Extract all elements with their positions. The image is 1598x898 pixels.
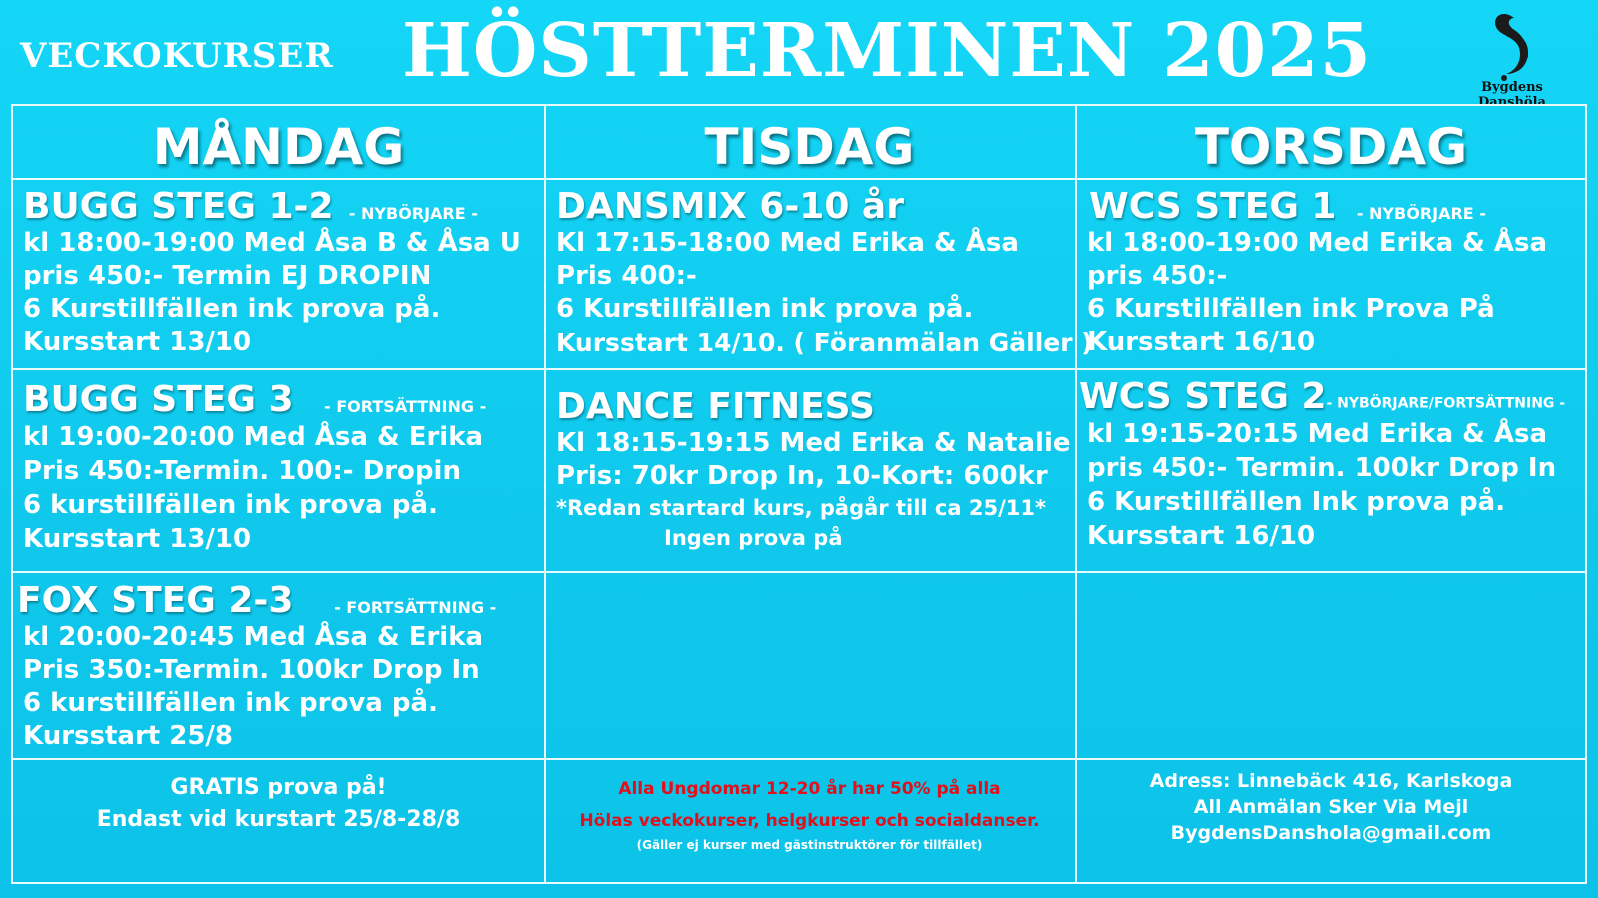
footer-note: (Gäller ej kurser med gästinstruktörer för tillfället) xyxy=(636,838,983,852)
day-header-thursday: TORSDAG xyxy=(1194,118,1468,176)
row-divider xyxy=(13,368,1585,370)
course-line: kl 18:00-19:00 Med Åsa B & Åsa U xyxy=(23,228,521,258)
course-line: Kursstart 16/10 xyxy=(1087,327,1316,357)
course-level-tag: - FORTSÄTTNING - xyxy=(334,598,497,617)
column-divider xyxy=(544,106,546,882)
course-note: *Redan startard kurs, pågår till ca 25/11* xyxy=(556,496,1046,520)
course-cell-wcs-steg-1 xyxy=(1087,186,1587,359)
footer-line: Hölas veckokurser, helgkurser och socialdanser. xyxy=(579,811,1040,831)
course-level-tag: - FORTSÄTTNING - xyxy=(324,397,487,416)
course-line: pris 450:- xyxy=(1087,261,1228,291)
footer-line: All Anmälan Sker Via Mejl xyxy=(1193,796,1469,818)
course-line: kl 18:00-19:00 Med Erika & Åsa xyxy=(1087,228,1548,258)
footer-line: GRATIS prova på! xyxy=(170,775,387,800)
course-cell-wcs-steg-2 xyxy=(1079,376,1587,553)
row-divider xyxy=(13,758,1585,760)
footer-address: Adress: Linnebäck 416, Karlskoga xyxy=(1149,770,1513,792)
course-cell-dansmix xyxy=(556,186,1093,359)
course-line: 6 Kurstillfällen ink prova på. xyxy=(23,294,441,324)
logo xyxy=(1446,10,1578,110)
course-line: 6 kurstillfällen ink prova på. xyxy=(23,490,438,520)
footer-free-trial xyxy=(13,772,544,836)
course-line: Kl 18:15-19:15 Med Erika & Natalie xyxy=(556,428,1071,458)
course-line: 6 Kurstillfällen ink Prova På xyxy=(1087,294,1495,324)
course-line: 6 Kurstillfällen Ink prova på. xyxy=(1087,487,1506,517)
course-title: DANCE FITNESS xyxy=(556,386,875,427)
schedule-grid xyxy=(11,104,1587,884)
footer-email: BygdensDanshola@gmail.com xyxy=(1170,822,1492,844)
day-header-tuesday: TISDAG xyxy=(704,118,915,176)
course-line: pris 450:- Termin EJ DROPIN xyxy=(23,261,432,291)
course-line: Kursstart 13/10 xyxy=(23,327,252,357)
day-header-monday: MÅNDAG xyxy=(152,118,405,176)
course-cell-bugg-steg-3 xyxy=(23,379,543,556)
row-divider xyxy=(13,571,1585,573)
course-line: Pris: 70kr Drop In, 10-Kort: 600kr xyxy=(556,461,1048,491)
header xyxy=(0,0,1598,110)
course-line: 6 kurstillfällen ink prova på. xyxy=(23,688,438,718)
course-note: Ingen prova på xyxy=(664,526,843,550)
course-title: BUGG STEG 3 xyxy=(23,379,294,420)
course-line: 6 Kurstillfällen ink prova på. xyxy=(556,294,974,324)
course-line: Kursstart 16/10 xyxy=(1087,521,1316,551)
course-line: kl 20:00-20:45 Med Åsa & Erika xyxy=(23,622,484,652)
course-line: Kursstart 13/10 xyxy=(23,524,252,554)
veckokurser-label: VECKOKURSER xyxy=(20,36,334,76)
footer-contact xyxy=(1075,768,1587,846)
course-title: FOX STEG 2-3 xyxy=(17,580,294,621)
page-title: HÖSTTERMINEN 2025 xyxy=(402,8,1373,94)
footer-line: Alla Ungdomar 12-20 år har 50% på alla xyxy=(618,779,1001,799)
course-line: pris 450:- Termin. 100kr Drop In xyxy=(1087,453,1557,483)
course-title: WCS STEG 2 xyxy=(1079,376,1327,417)
dancer-swirl-icon xyxy=(1490,10,1534,82)
course-title: BUGG STEG 1-2 xyxy=(23,186,334,227)
course-level-tag: - NYBÖRJARE - xyxy=(1356,204,1486,223)
footer-line: Endast vid kurstart 25/8-28/8 xyxy=(96,807,461,832)
course-line: kl 19:15-20:15 Med Erika & Åsa xyxy=(1087,419,1548,449)
course-line: Pris 350:-Termin. 100kr Drop In xyxy=(23,655,480,685)
footer-youth-discount xyxy=(544,774,1075,852)
course-cell-bugg-steg-1-2 xyxy=(23,186,543,359)
course-level-tag: - NYBÖRJARE - xyxy=(348,204,478,223)
course-line: kl 19:00-20:00 Med Åsa & Erika xyxy=(23,422,484,452)
row-divider xyxy=(13,178,1585,180)
course-line: Kursstart 14/10. ( Föranmälan Gäller ) xyxy=(556,328,1093,357)
course-line: Pris 450:-Termin. 100:- Dropin xyxy=(23,456,461,486)
course-cell-dance-fitness xyxy=(556,386,1075,553)
column-divider xyxy=(1075,106,1077,882)
logo-text: Bygdens Danshöla xyxy=(1478,80,1546,110)
course-cell-fox-steg-2-3 xyxy=(17,580,543,753)
course-line: Kursstart 25/8 xyxy=(23,721,234,751)
course-line: Kl 17:15-18:00 Med Erika & Åsa xyxy=(556,228,1019,258)
course-title: DANSMIX 6-10 år xyxy=(556,186,904,227)
course-title: WCS STEG 1 xyxy=(1089,186,1337,227)
course-level-tag: - NYBÖRJARE/FORTSÄTTNING - xyxy=(1326,395,1566,412)
course-line: Pris 400:- xyxy=(556,261,697,291)
